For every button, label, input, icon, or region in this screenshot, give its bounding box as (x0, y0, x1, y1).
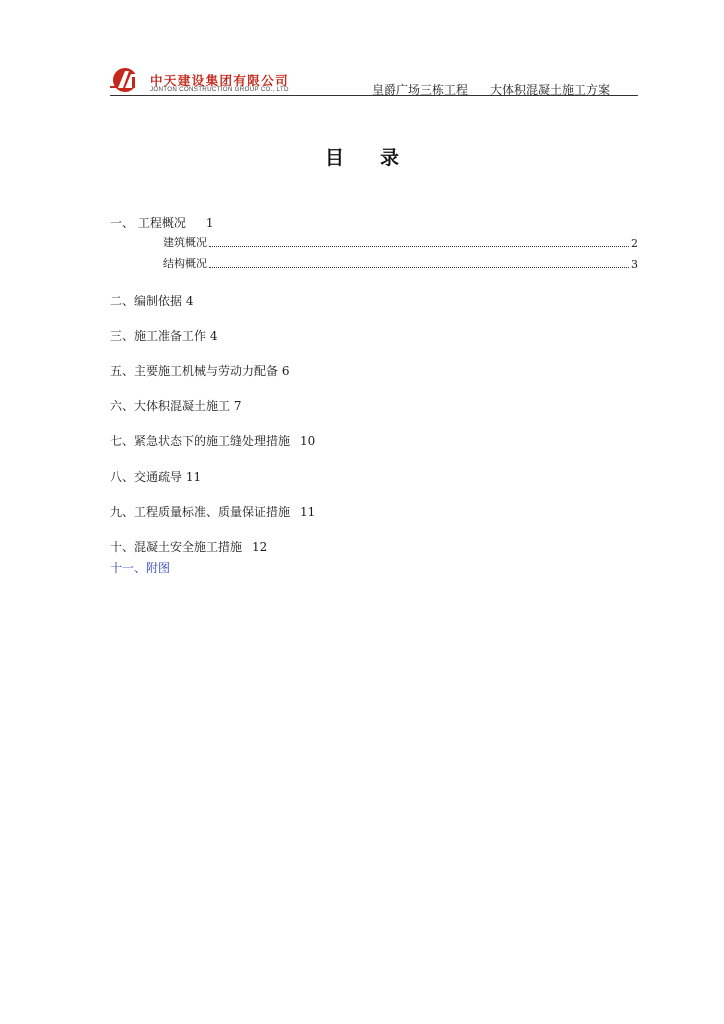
toc-entry-5[interactable] (110, 362, 289, 379)
header-divider (110, 95, 638, 96)
toc-entry-label: 十一、附图 (110, 561, 171, 575)
toc-entry-label: 二、编制依据 (110, 294, 183, 308)
toc-entry-page: 4 (209, 329, 218, 343)
toc-entry-label: 八、交通疏导 (110, 470, 183, 484)
toc-title-part2: 录 (380, 147, 400, 169)
toc-entry-6[interactable] (110, 397, 241, 414)
toc-entry-11[interactable] (110, 559, 170, 576)
toc-entry-10[interactable] (110, 538, 267, 555)
company-name-en: JONTON CONSTRUCTION GROUP CO., LTD (150, 86, 289, 93)
toc-subentry-label: 结构概况 (163, 257, 207, 270)
toc-entry-label: 五、主要施工机械与劳动力配备 (110, 364, 279, 378)
toc-entry-3[interactable] (110, 327, 217, 344)
toc-entry-label: 九、工程质量标准、质量保证措施 (110, 505, 291, 519)
toc-entry-label: 六、大体积混凝土施工 (110, 399, 231, 413)
toc-entry-label: 十、混凝土安全施工措施 (110, 540, 243, 554)
dot-leader (209, 245, 629, 247)
toc-entry-7[interactable] (110, 432, 315, 449)
toc-subentry-structure[interactable] (163, 257, 638, 271)
toc-subentry-label: 建筑概况 (163, 236, 207, 249)
dot-leader (209, 266, 629, 268)
toc-title (0, 143, 724, 170)
toc-entry-1[interactable] (110, 214, 213, 231)
toc-entry-2[interactable] (110, 292, 193, 309)
document-name: 大体积混凝土施工方案 (489, 83, 610, 97)
toc-subentry-page: 2 (631, 237, 638, 250)
toc-entry-label: 三、施工准备工作 (110, 329, 207, 343)
toc-entry-label: 一、 工程概况 (110, 216, 186, 230)
toc-title-part1: 目 (324, 147, 344, 169)
page-header (110, 66, 638, 98)
project-name: 皇爵广场三栋工程 (371, 83, 468, 97)
toc-entry-page: 7 (233, 399, 242, 413)
toc-entry-page: 6 (281, 364, 290, 378)
company-logo-icon (110, 66, 146, 94)
toc-subentry-building[interactable] (163, 236, 638, 250)
toc-entry-page: 4 (185, 294, 194, 308)
toc-entry-page: 11 (185, 470, 202, 484)
toc-entry-page: 12 (252, 540, 268, 554)
toc-entry-9[interactable] (110, 503, 315, 520)
toc-entry-page: 10 (300, 434, 316, 448)
toc-subentry-page: 3 (631, 258, 638, 271)
company-name-cn: 中天建设集团有限公司 (150, 73, 290, 88)
toc-entry-label: 七、紧急状态下的施工缝处理措施 (110, 434, 291, 448)
toc-entry-page: 1 (205, 216, 214, 230)
toc-entry-page: 11 (300, 505, 316, 519)
toc-entry-8[interactable] (110, 468, 201, 485)
